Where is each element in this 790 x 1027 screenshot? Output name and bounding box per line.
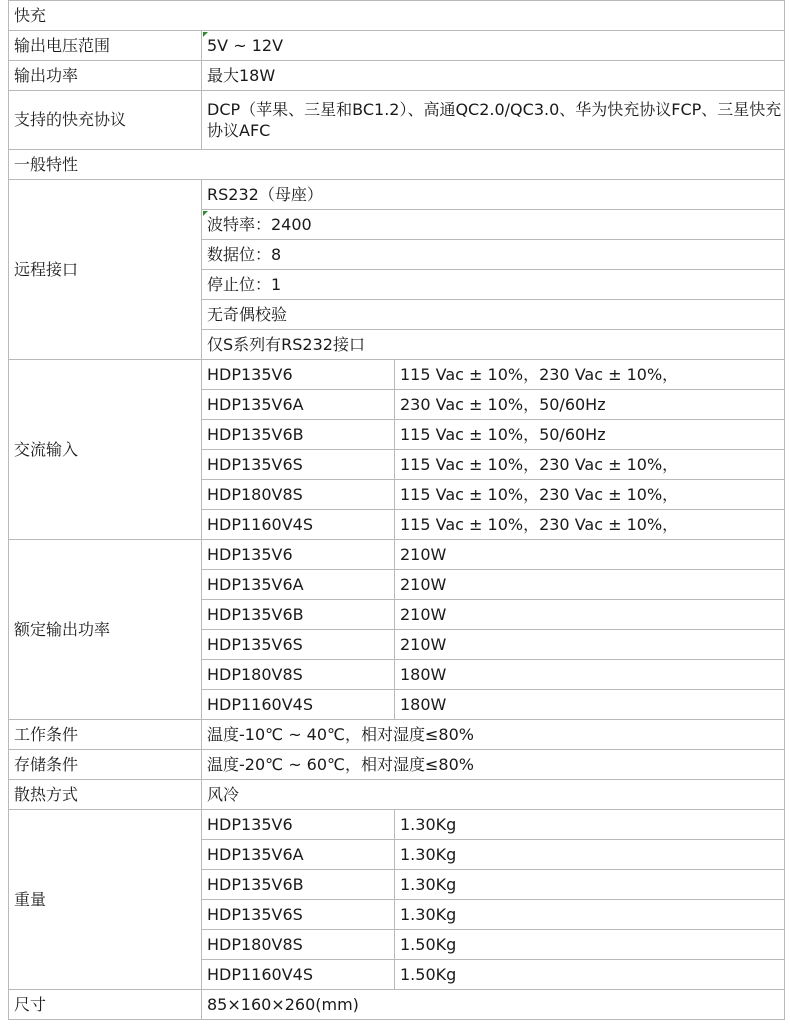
model-cell: HDP135V6S [202,630,395,660]
remote-interface-line: 波特率：2400 [202,210,785,240]
model-cell: HDP1160V4S [202,510,395,540]
model-cell: HDP135V6B [202,600,395,630]
weight-value: 1.50Kg [395,930,785,960]
row-weight [9,810,785,840]
model-cell: HDP1160V4S [202,690,395,720]
weight-value: 1.30Kg [395,900,785,930]
weight-value: 1.30Kg [395,810,785,840]
remote-interface-line: 无奇偶校验 [202,300,785,330]
remote-interface-line: RS232（母座） [202,180,785,210]
ac-input-value: 115 Vac ± 10%，230 Vac ± 10%， [395,450,785,480]
value-working-conditions: 温度-10℃ ~ 40℃，相对湿度≤80% [202,720,785,750]
model-cell: HDP135V6A [202,390,395,420]
model-cell: HDP180V8S [202,480,395,510]
section-row-fast-charge [9,1,785,31]
model-cell: HDP180V8S [202,930,395,960]
row-remote-interface [9,180,785,210]
value-cooling: 风冷 [202,780,785,810]
row-output-power [9,61,785,91]
value-output-voltage: 5V ~ 12V [202,31,785,61]
ac-input-value: 115 Vac ± 10%，230 Vac ± 10%， [395,360,785,390]
row-storage-conditions [9,750,785,780]
row-rated-power [9,540,785,570]
value-storage-conditions: 温度-20℃ ~ 60℃，相对湿度≤80% [202,750,785,780]
weight-value: 1.30Kg [395,870,785,900]
row-dimensions [9,990,785,1020]
label-output-voltage: 输出电压范围 [9,31,202,61]
rated-power-value: 180W [395,660,785,690]
remote-interface-line: 数据位：8 [202,240,785,270]
label-cooling: 散热方式 [9,780,202,810]
label-remote-interface: 远程接口 [9,180,202,360]
model-cell: HDP135V6A [202,840,395,870]
row-working-conditions [9,720,785,750]
model-cell: HDP135V6A [202,570,395,600]
spec-table [8,0,785,1020]
model-cell: HDP135V6S [202,900,395,930]
model-cell: HDP135V6 [202,360,395,390]
section-title-fast-charge: 快充 [9,1,785,31]
label-weight: 重量 [9,810,202,990]
rated-power-value: 210W [395,630,785,660]
rated-power-value: 210W [395,600,785,630]
value-dimensions: 85×160×260(mm) [202,990,785,1020]
ac-input-value: 115 Vac ± 10%，230 Vac ± 10%， [395,510,785,540]
label-output-power: 输出功率 [9,61,202,91]
row-cooling [9,780,785,810]
section-title-general: 一般特性 [9,150,785,180]
model-cell: HDP180V8S [202,660,395,690]
ac-input-value: 115 Vac ± 10%，230 Vac ± 10%， [395,480,785,510]
rated-power-value: 210W [395,570,785,600]
label-dimensions: 尺寸 [9,990,202,1020]
label-working-conditions: 工作条件 [9,720,202,750]
weight-value: 1.30Kg [395,840,785,870]
value-output-power: 最大18W [202,61,785,91]
ac-input-value: 230 Vac ± 10%，50/60Hz [395,390,785,420]
row-output-voltage [9,31,785,61]
ac-input-value: 115 Vac ± 10%，50/60Hz [395,420,785,450]
label-rated-power: 额定输出功率 [9,540,202,720]
rated-power-value: 210W [395,540,785,570]
label-storage-conditions: 存储条件 [9,750,202,780]
section-row-general [9,150,785,180]
row-protocols [9,91,785,150]
value-protocols: DCP（苹果、三星和BC1.2）、高通QC2.0/QC3.0、华为快充协议FCP、三星快充协议AFC [202,91,785,150]
model-cell: HDP135V6 [202,540,395,570]
label-ac-input: 交流输入 [9,360,202,540]
remote-interface-line: 停止位：1 [202,270,785,300]
model-cell: HDP135V6B [202,420,395,450]
model-cell: HDP1160V4S [202,960,395,990]
model-cell: HDP135V6 [202,810,395,840]
rated-power-value: 180W [395,690,785,720]
model-cell: HDP135V6B [202,870,395,900]
weight-value: 1.50Kg [395,960,785,990]
label-protocols: 支持的快充协议 [9,91,202,150]
row-ac-input [9,360,785,390]
remote-interface-line: 仅S系列有RS232接口 [202,330,785,360]
model-cell: HDP135V6S [202,450,395,480]
